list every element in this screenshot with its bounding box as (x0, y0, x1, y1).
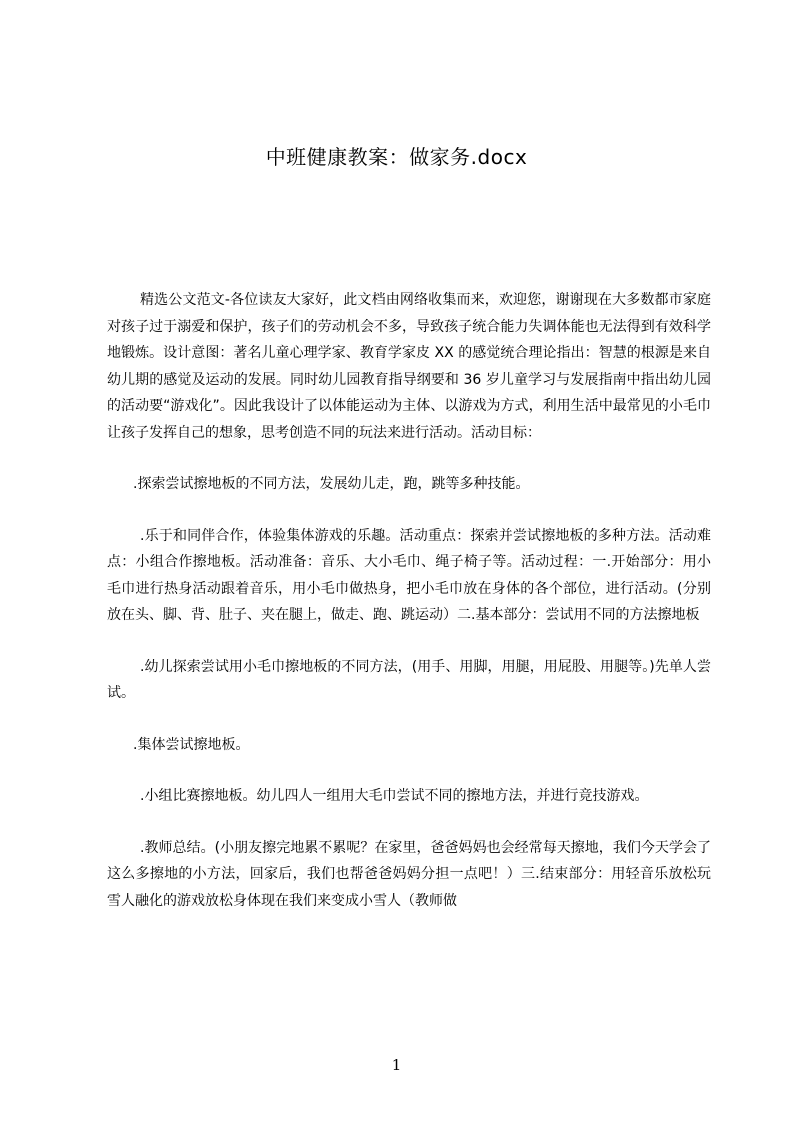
page-number: 1 (391, 1056, 402, 1074)
paragraph-goal-2: .乐于和同伴合作，体验集体游戏的乐趣。活动重点：探索并尝试擦地板的多种方法。活动难点：小组合作擦地板。活动准备：音乐、大小毛巾、绳子椅子等。活动过程：一.开始部分：用小毛巾进行热身活动跟着音乐，用小毛巾做热身，把小毛巾放在身体的各个部位，进行活动。(分别放在头、脚、背、肚子、夹在腿上，做走、跑、跳运动）二.基本部分：尝试用不同的方法擦地板 (107, 527, 711, 623)
paragraph-step-1: .幼儿探索尝试用小毛巾擦地板的不同方法，(用手、用脚，用腿，用屁股、用腿等。)先单人尝试。 (107, 658, 711, 701)
document-body (107, 287, 711, 939)
paragraph-goal-1: .探索尝试擦地板的不同方法，发展幼儿走，跑，跳等多种技能。 (133, 476, 530, 492)
document-title: 中班健康教案：做家务.docx (265, 145, 528, 169)
paragraph-intro: 精选公文范文-各位读友大家好，此文档由网络收集而来，欢迎您，谢谢现在大多数都市家庭对孩子过于溺爱和保护，孩子们的劳动机会不多，导致孩子统合能力失调体能也无法得到有效科学地锻炼。设计意图：著名儿童心理学家、教育学家皮 XX 的感觉统合理论指出：智慧的根源是来自幼儿期的感觉及运动的发展。同时幼儿园教育指导纲要和 36 岁儿童学习与发展指南中指出幼儿园的活动要“游戏化”。因此我设计了以体能运动为主体、以游戏为方式，利用生活中最常见的小毛巾让孩子发挥自己的想象，思考创造不同的玩法来进行活动。活动目标： (107, 292, 711, 441)
paragraph-step-3: .小组比赛擦地板。幼儿四人一组用大毛巾尝试不同的擦地方法，并进行竞技游戏。 (140, 788, 649, 804)
paragraph-step-2: .集体尝试擦地板。 (133, 736, 250, 753)
paragraph-step-4: .教师总结。(小朋友擦完地累不累呢？在家里，爸爸妈妈也会经常每天擦地，我们今天学会了这么多擦地的小方法，回家后，我们也帮爸爸妈妈分担一点吧！）三.结束部分：用轻音乐放松玩雪人融化的游戏放松身体现在我们来变成小雪人（教师做 (107, 839, 711, 909)
